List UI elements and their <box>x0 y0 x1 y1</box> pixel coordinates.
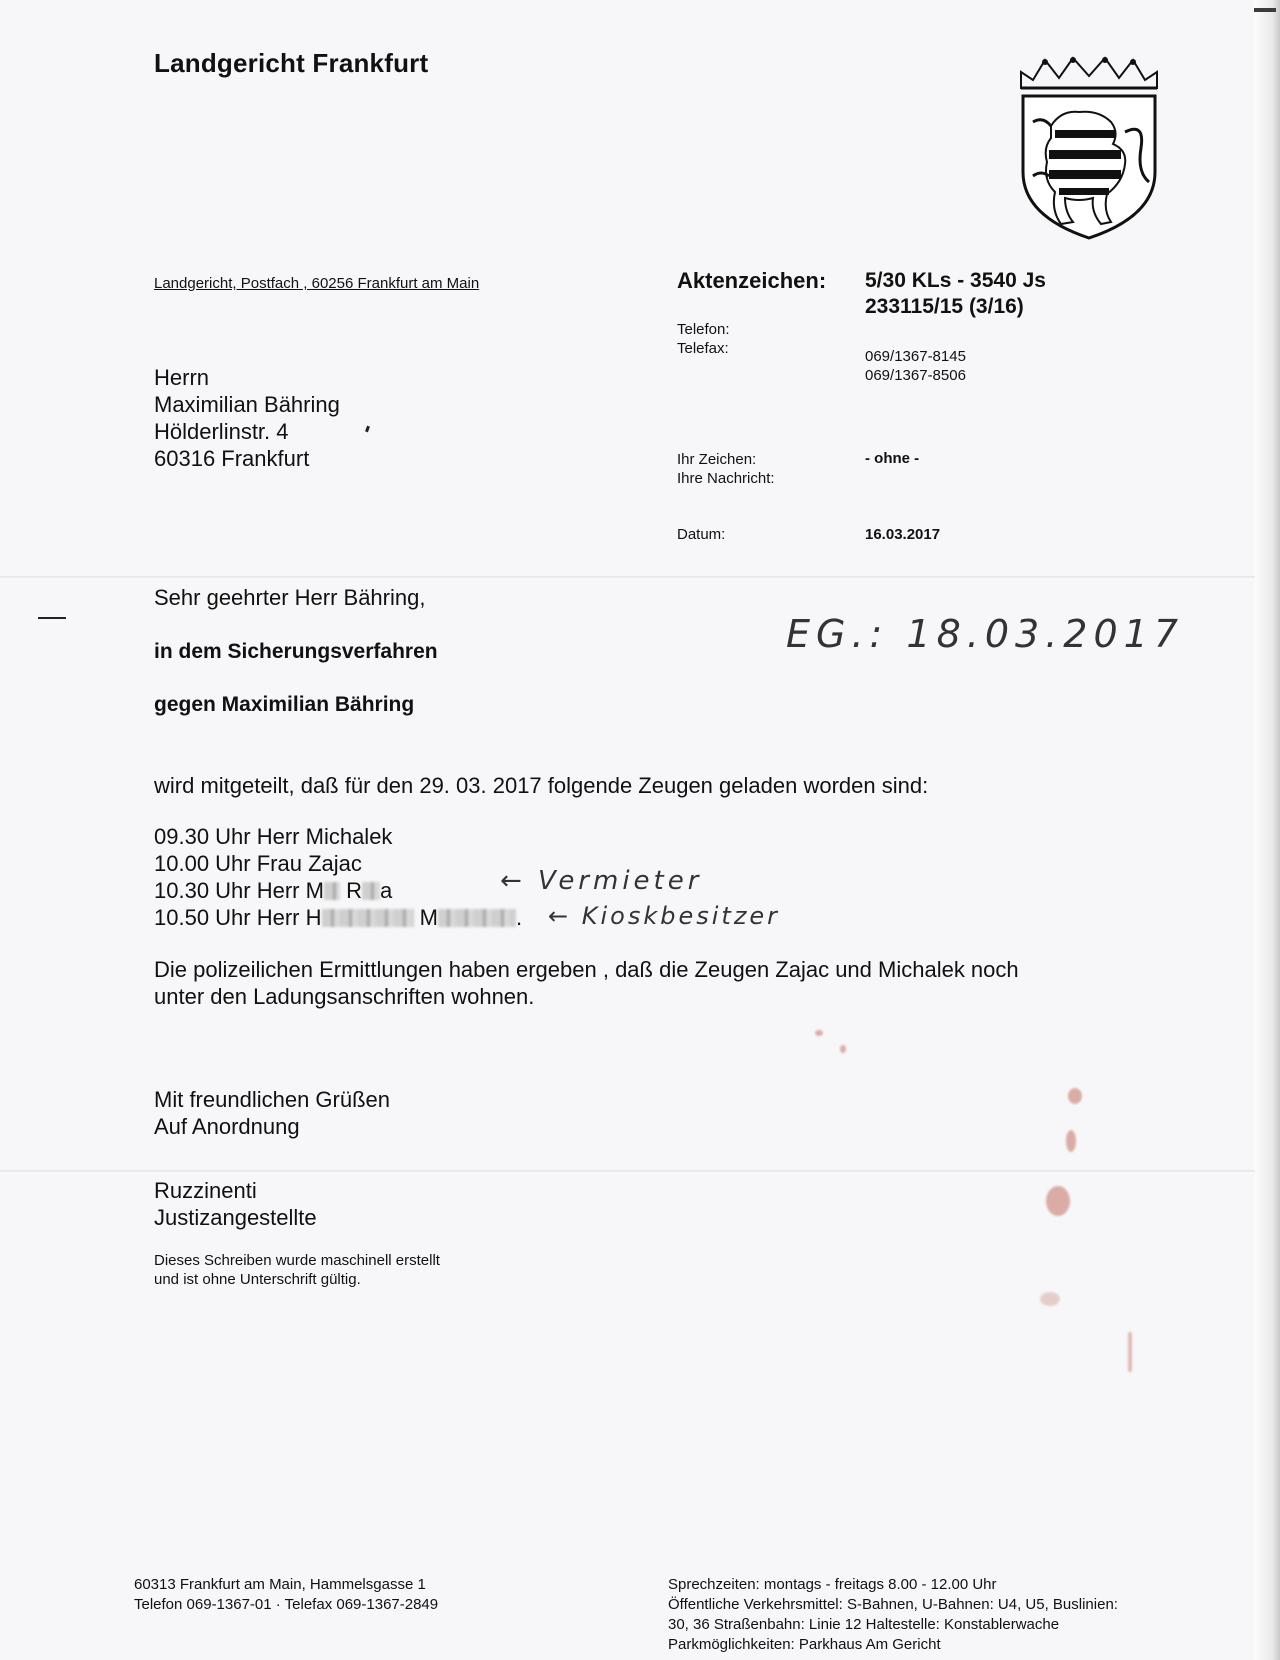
datum-value: 16.03.2017 <box>865 526 941 543</box>
aktenzeichen-line-1: 5/30 KLs - 3540 Js <box>865 269 1046 292</box>
ink-speck <box>365 426 370 433</box>
redacted-text <box>362 882 380 900</box>
salutation: Sehr geehrter Herr Bähring, <box>154 585 426 610</box>
fold-crease-top <box>0 576 1255 580</box>
recipient-title: Herrn <box>154 365 210 390</box>
closing <box>154 1086 390 1140</box>
reference-labels <box>677 450 775 488</box>
footer-address-line-2: Telefon 069-1367-01 · Telefax 069-1367-2849 <box>134 1596 439 1613</box>
telefax-label: Telefax: <box>677 340 729 357</box>
witness-list <box>154 823 522 931</box>
stain-mark <box>840 1045 846 1053</box>
redacted-text <box>324 882 340 900</box>
aktenzeichen-line-2: 233115/15 (3/16) <box>865 295 1024 318</box>
handwritten-note-kiosk-owner: ← Kioskbesitzer <box>548 902 781 930</box>
paper-right-edge <box>1254 0 1280 1660</box>
handwritten-note-landlord: ← Vermieter <box>500 866 703 896</box>
footer-address <box>134 1575 438 1615</box>
subject-line-1: in dem Sicherungsverfahren <box>154 640 438 663</box>
machine-note-line-2: und ist ohne Unterschrift gültig. <box>154 1271 361 1288</box>
signer-name: Ruzzinenti <box>154 1178 257 1203</box>
aktenzeichen-label: Aktenzeichen: <box>677 268 827 293</box>
phone-values <box>865 347 966 385</box>
ihr-zeichen-label: Ihr Zeichen: <box>677 451 757 468</box>
footer-office-hours <box>668 1575 1118 1655</box>
return-address: Landgericht, Postfach , 60256 Frankfurt am Main <box>154 275 480 292</box>
redacted-text <box>438 909 516 927</box>
witness-item-3: 10.30 Uhr Herr M R a <box>154 878 393 903</box>
recipient-name: Maximilian Bähring <box>154 392 340 417</box>
paragraph-line-2: unter den Ladungsanschriften wohnen. <box>154 984 535 1009</box>
hessen-lion-coat-of-arms-icon <box>1015 52 1163 240</box>
fold-crease-bottom <box>0 1170 1255 1174</box>
aktenzeichen-value <box>865 268 1046 320</box>
recipient-city: 60316 Frankfurt <box>154 446 310 471</box>
intro-text: wird mitgeteilt, daß für den 29. 03. 2017 folgende Zeugen geladen worden sind: <box>154 773 929 798</box>
phone-labels <box>677 320 730 358</box>
stain-mark <box>1068 1088 1082 1104</box>
fold-mark <box>38 617 66 619</box>
footer-hours-line-4: Parkmöglichkeiten: Parkhaus Am Gericht <box>668 1636 941 1653</box>
received-stamp-handwritten: EG.: 18.03.2017 <box>786 612 1184 656</box>
recipient-address <box>154 364 340 472</box>
redacted-text <box>322 909 414 927</box>
signer-title: Justizangestellte <box>154 1205 317 1230</box>
stain-mark <box>1040 1292 1060 1306</box>
witness-item-1: 09.30 Uhr Herr Michalek <box>154 824 393 849</box>
footer-hours-line-2: Öffentliche Verkehrsmittel: S-Bahnen, U-Bahnen: U4, U5, Buslinien: <box>668 1596 1118 1613</box>
telefax-value: 069/1367-8506 <box>865 367 966 384</box>
witness-item-4: 10.50 Uhr Herr H M . <box>154 905 523 930</box>
stain-mark <box>1046 1186 1070 1216</box>
subject-line-2: gegen Maximilian Bähring <box>154 693 415 716</box>
paragraph-line-1: Die polizeilichen Ermittlungen haben ergeben , daß die Zeugen Zajac und Michalek noch <box>154 957 1019 982</box>
body-paragraph <box>154 956 1019 1010</box>
ihre-nachricht-label: Ihre Nachricht: <box>677 470 775 487</box>
telefon-value: 069/1367-8145 <box>865 348 966 365</box>
court-name: Landgericht Frankfurt <box>154 48 429 78</box>
datum-label: Datum: <box>677 526 726 543</box>
footer-hours-line-3: 30, 36 Straßenbahn: Linie 12 Haltestelle: Konstablerwache <box>668 1616 1060 1633</box>
closing-line-2: Auf Anordnung <box>154 1114 300 1139</box>
stain-mark <box>1066 1130 1076 1152</box>
footer-hours-line-1: Sprechzeiten: montags - freitags 8.00 - 12.00 Uhr <box>668 1576 997 1593</box>
machine-note <box>154 1251 440 1289</box>
stain-mark <box>1128 1332 1132 1372</box>
witness-item-2: 10.00 Uhr Frau Zajac <box>154 851 362 876</box>
stain-mark <box>815 1030 823 1036</box>
footer-address-line-1: 60313 Frankfurt am Main, Hammelsgasse 1 <box>134 1576 426 1593</box>
ihr-zeichen-value: - ohne - <box>865 450 920 467</box>
recipient-street: Hölderlinstr. 4 <box>154 419 289 444</box>
telefon-label: Telefon: <box>677 321 730 338</box>
closing-line-1: Mit freundlichen Grüßen <box>154 1087 390 1112</box>
machine-note-line-1: Dieses Schreiben wurde maschinell erstellt <box>154 1252 440 1269</box>
signer <box>154 1177 317 1231</box>
